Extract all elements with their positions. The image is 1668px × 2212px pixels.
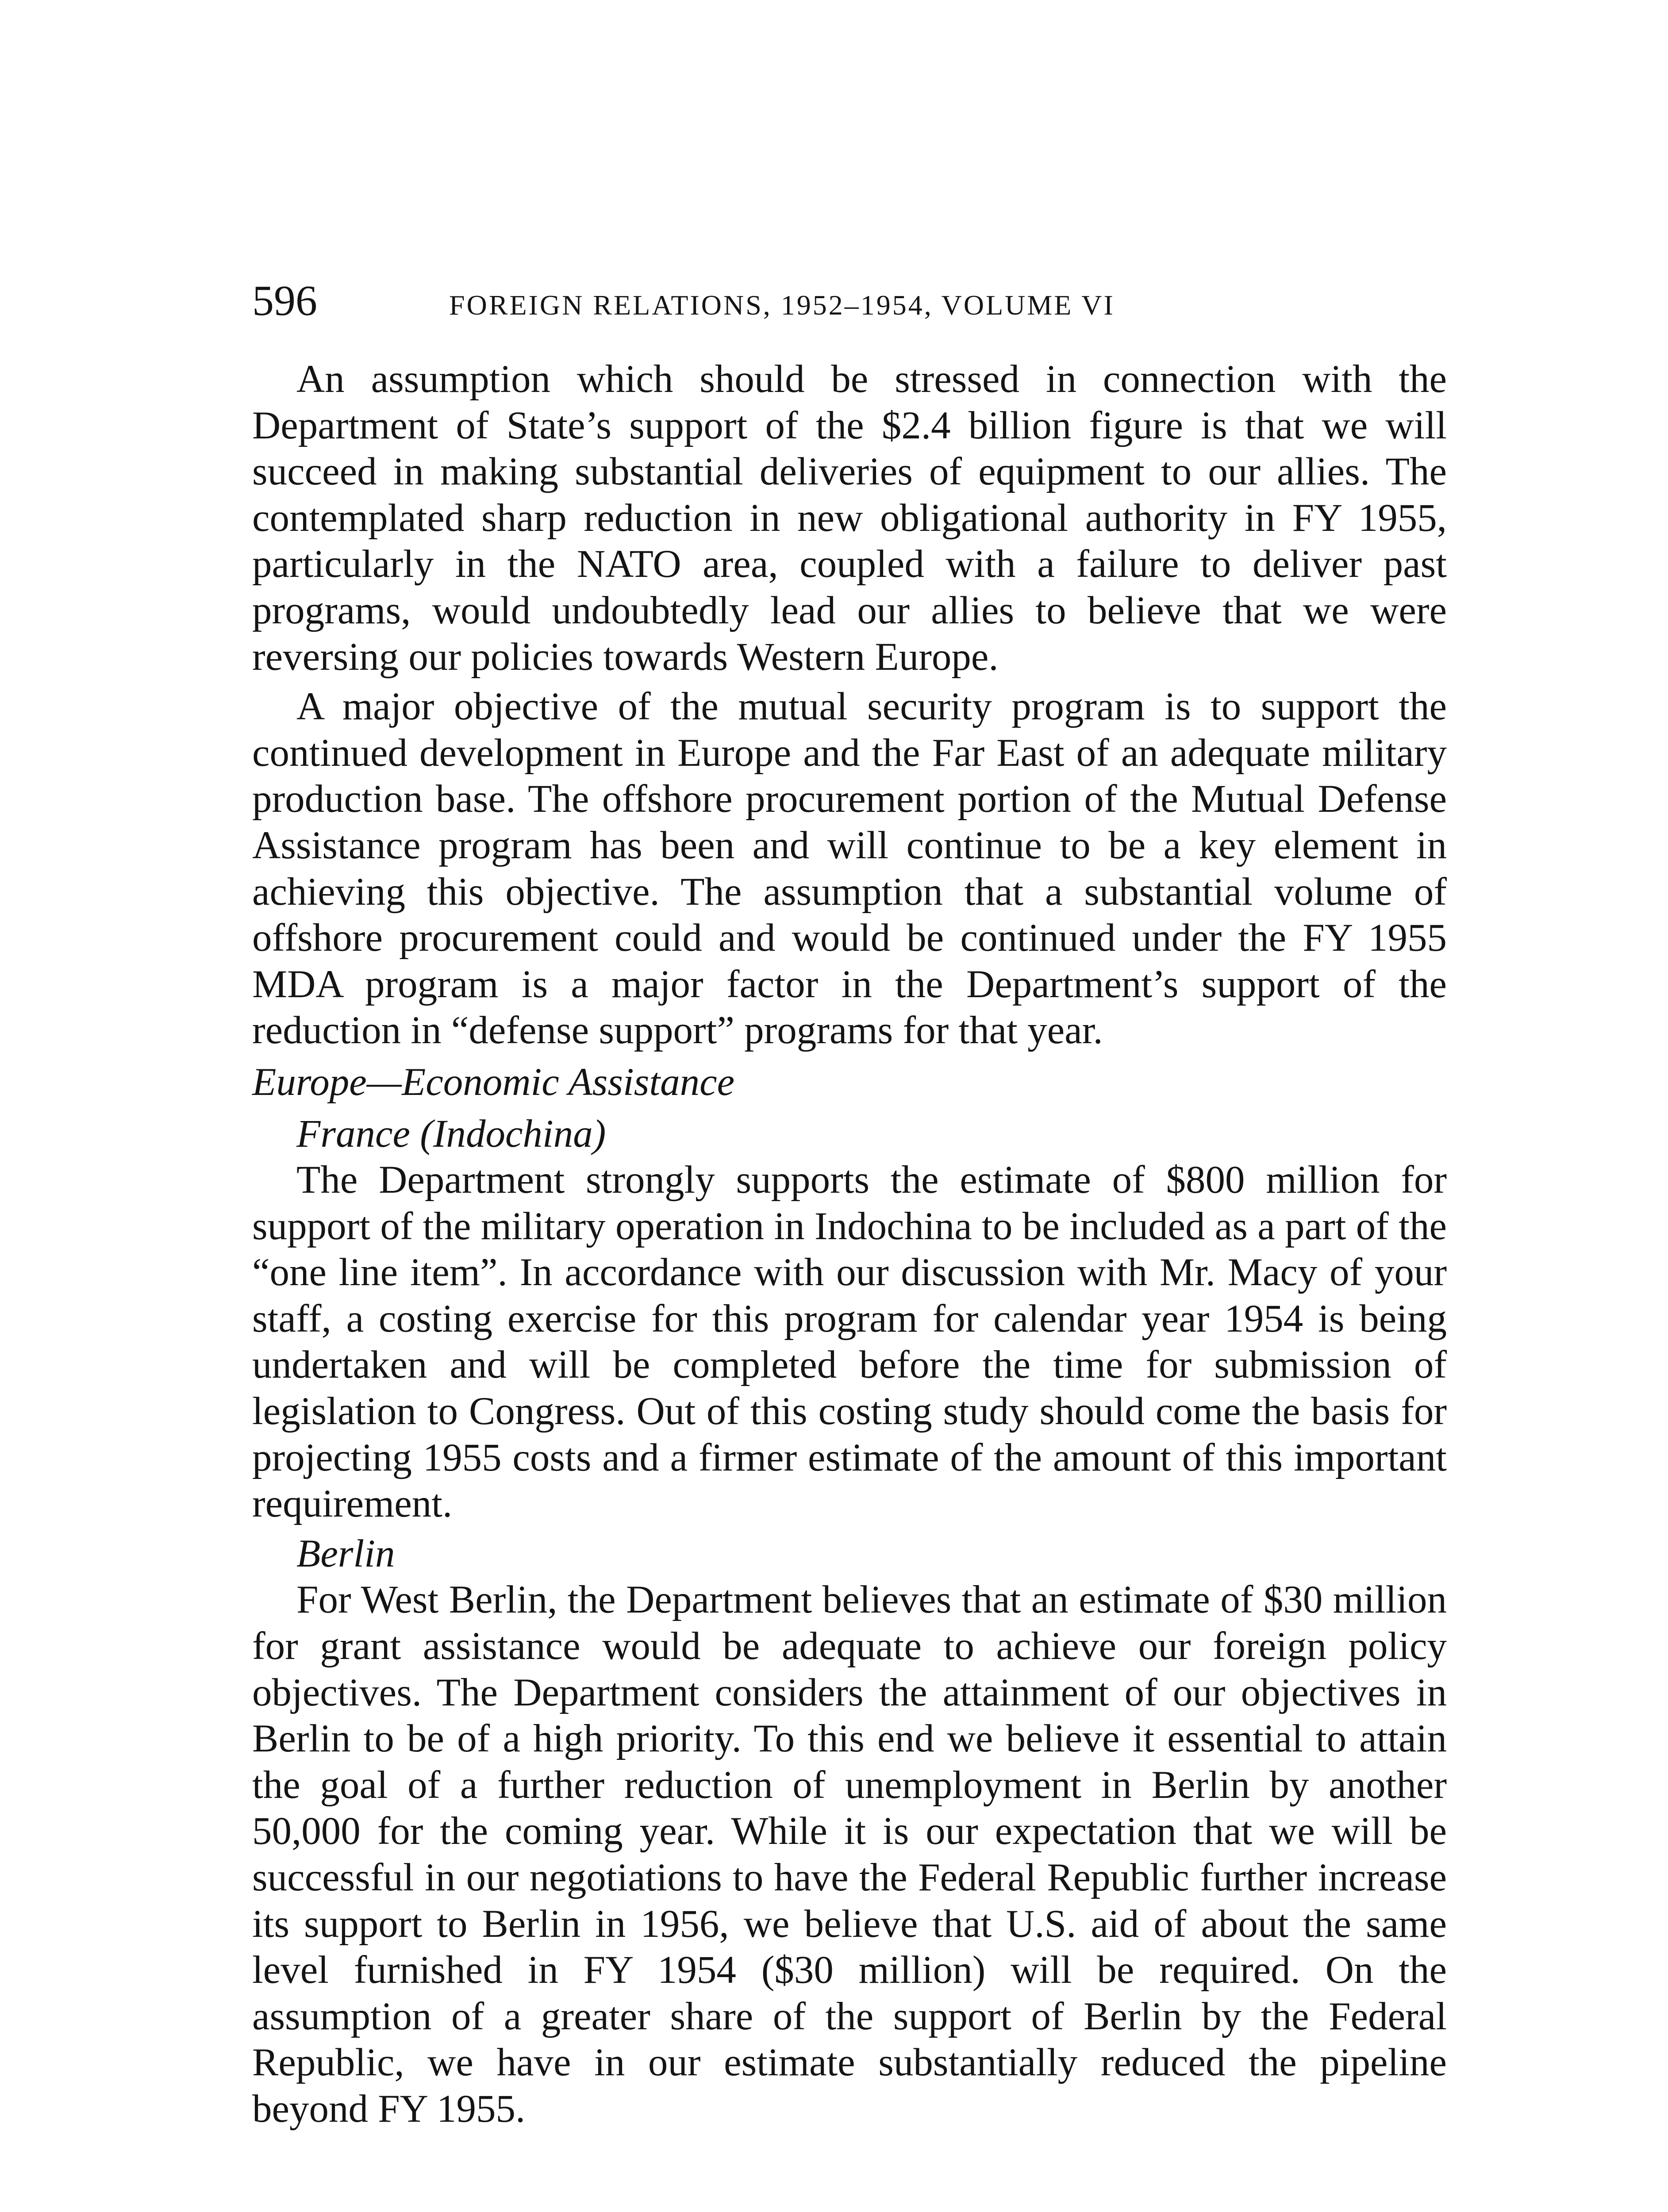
page-number: 596 [252, 277, 317, 325]
running-head [252, 272, 1447, 334]
section-heading-europe-economic: Europe—Economic Assistance [252, 1060, 735, 1104]
body-text [252, 356, 1447, 2136]
paragraph-offshore-deliveries: An assumption which should be stressed in connection with the Department of State’s support of the $2.4 billion figure is that we will succeed in making substantial deliveries of equipment to our allies. The contemplated sharp reduction in new obligational authority in FY 1955, particularly in the NATO area, coupled with a failure to deliver past programs, would undoubtedly lead our allies to believe that we were reversing our policies towards Western Europe. [252, 357, 1447, 679]
running-title: FOREIGN RELATIONS, 1952–1954, VOLUME VI [449, 289, 1115, 321]
paragraph-mutual-security-objective: A major objective of the mutual security program is to support the continued development in Europe and the Far East of an adequate military production base. The offshore procurement portion of the Mutual Defense Assistance program has been and will continue to be a key element in achieving this objective. The assumption that a substantial volume of offshore procurement could and would be continued under the FY 1955 MDA program is a major factor in the Department’s support of the reduction in “defense support” programs for that year. [252, 685, 1447, 1052]
paragraph-indochina-estimate: The Department strongly supports the estimate of $800 million for support of the military operation in Indochina to be included as a part of the “one line item”. In accordance with our discussion with Mr. Macy of your staff, a costing exercise for this program for calendar year 1954 is being undertaken and will be completed before the time for submission of legislation to Congress. Out of this costing study should come the basis for projecting 1955 costs and a firmer estimate of the amount of this important requirement. [252, 1158, 1447, 1526]
subsection-heading-france-indochina: France (Indochina) [296, 1112, 606, 1156]
subsection-heading-berlin: Berlin [296, 1532, 395, 1575]
paragraph-berlin-estimate: For West Berlin, the Department believes that an estimate of $30 million for grant assistance would be adequate to achieve our foreign policy objectives. The Department considers the attainment of our objectives in Berlin to be of a high priority. To this end we believe it essential to attain the goal of a further reduction of unemployment in Berlin by another 50,000 for the coming year. While it is our expectation that we will be successful in our negotiations to have the Federal Republic further increase its support to Berlin in 1956, we believe that U.S. aid of about the same level furnished in FY 1954 ($30 million) will be required. On the assumption of a greater share of the support of Berlin by the Federal Republic, we have in our estimate substantially reduced the pipeline beyond FY 1955. [252, 1578, 1447, 2131]
